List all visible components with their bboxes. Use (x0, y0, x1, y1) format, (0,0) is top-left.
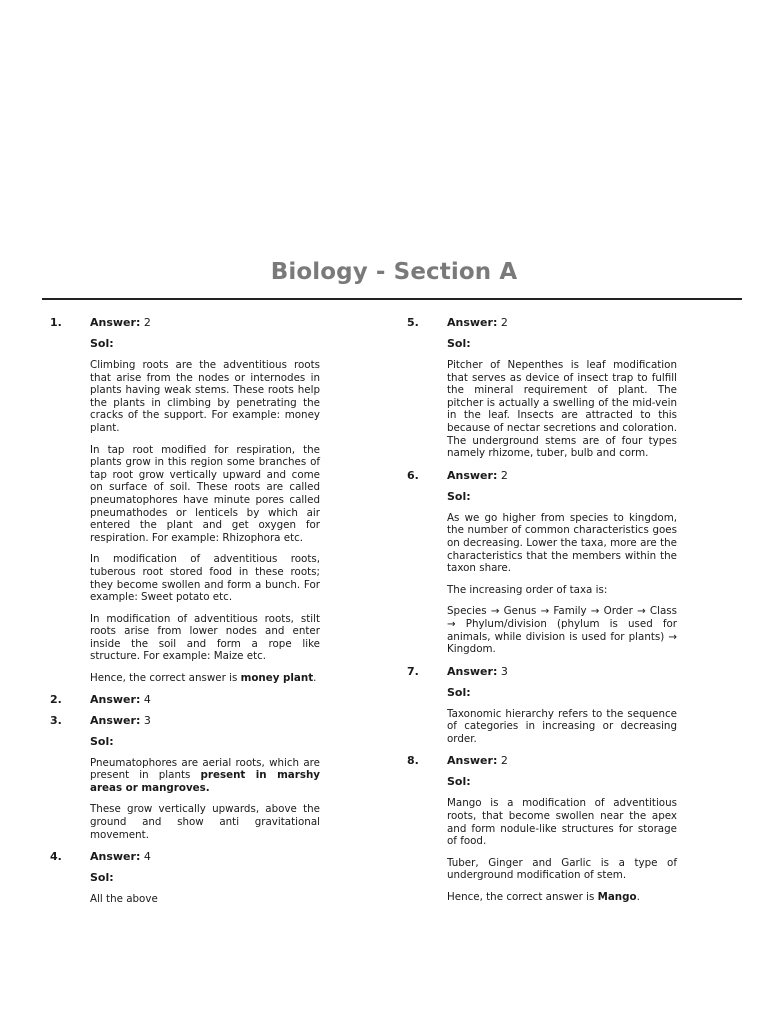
solution-paragraph: Taxonomic hierarchy refers to the sequence of categories in increasing or decreasing order. (447, 707, 677, 745)
right-column (407, 316, 677, 913)
answer-line (90, 693, 320, 706)
title-divider (42, 298, 742, 300)
question-number: 8. (407, 754, 419, 768)
solution-paragraph: As we go higher from species to kingdom, the number of common characteristics goes on decreasing. Lower the taxa, more are the characteristics that the members within the taxon share. (447, 511, 677, 575)
solution-label: Sol: (447, 775, 471, 789)
conclusion-period: . (636, 891, 640, 904)
solution-paragraph: The increasing order of taxa is: (447, 583, 608, 596)
solution-conclusion (447, 891, 677, 904)
solution-label: Sol: (447, 337, 471, 350)
conclusion-answer: money plant (240, 672, 314, 685)
conclusion-text: Hence, the correct answer is (90, 672, 241, 685)
answer-line (90, 316, 320, 329)
answer-value: 4 (143, 692, 151, 706)
answer-line (447, 665, 677, 678)
solution-label: Sol: (90, 337, 114, 350)
solution-paragraph: Mango is a modification of adventitious roots, that become swollen near the apex and form nodule-like structures for storage of food. (447, 797, 677, 848)
answer-label: Answer: (447, 754, 498, 768)
question-3 (50, 714, 320, 842)
answer-value: 2 (500, 316, 508, 329)
answer-line (90, 850, 320, 863)
page-title: Biology - Section A (270, 259, 518, 285)
question-number: 2. (50, 692, 62, 706)
solution-conclusion (90, 672, 320, 685)
answer-label: Answer: (90, 713, 141, 727)
question-8 (407, 754, 677, 903)
answer-line (447, 316, 677, 329)
solution-label: Sol: (447, 685, 471, 699)
answer-value: 3 (143, 713, 151, 727)
question-number: 3. (50, 713, 62, 727)
answer-value: 2 (143, 316, 151, 329)
answer-value: 4 (143, 850, 151, 864)
question-7 (407, 665, 677, 746)
question-6 (407, 469, 677, 656)
conclusion-period: . (313, 672, 317, 685)
question-number: 4. (50, 850, 62, 864)
solution-label: Sol: (90, 871, 114, 885)
answer-label: Answer: (90, 850, 141, 864)
answer-value: 2 (500, 754, 508, 768)
solution-text: Pneumatophores are aerial roots, which are present in plants (90, 756, 320, 782)
answer-label: Answer: (90, 316, 141, 329)
question-5 (407, 316, 677, 460)
question-number: 5. (407, 316, 419, 329)
conclusion-answer: Mango (597, 891, 637, 904)
question-number: 7. (407, 664, 419, 678)
question-1 (50, 316, 320, 685)
solution-paragraph: Tuber, Ginger and Garlic is a type of underground modification of stem. (447, 856, 677, 882)
solution-paragraph: In modification of adventitious roots, stilt roots arise from lower nodes and enter inside the soil and form a rope like structure. For example: Maize etc. (90, 612, 320, 663)
solution-emphasis: present in marshy areas or mangroves. (90, 769, 321, 794)
answer-label: Answer: (447, 664, 498, 678)
answer-label: Answer: (90, 692, 141, 706)
answer-line (447, 469, 677, 482)
answer-value: 2 (500, 468, 508, 482)
solution-paragraph: In modification of adventitious roots, tuberous root stored food in these roots; they become swollen and form a bunch. For example: Sweet potato etc. (90, 553, 320, 604)
answer-value: 3 (500, 664, 508, 678)
answer-label: Answer: (447, 316, 498, 329)
question-2 (50, 693, 320, 706)
conclusion-text: Hence, the correct answer is (447, 891, 598, 904)
answer-line (90, 714, 320, 727)
solution-paragraph: Pitcher of Nepenthes is leaf modification that serves as device of insect trap to fulfill the mineral requirement of plant. The pitcher is actually a swelling of the mid-vein in the leaf. Insects are attracted to this because of nectar secretions and coloration. The underground stems are of four types namely rhizome, tuber, bulb and corm. (447, 359, 677, 460)
question-number: 6. (407, 468, 419, 482)
solution-label: Sol: (447, 489, 471, 503)
solution-paragraph: All the above (90, 893, 158, 906)
question-4 (50, 850, 320, 906)
answer-line (447, 754, 677, 767)
left-column (50, 316, 320, 915)
answer-label: Answer: (447, 468, 498, 482)
solution-paragraph: Species → Genus → Family → Order → Class → Phylum/division (phylum is used for animals, while division is used for plants) → Kingdom. (447, 605, 677, 656)
solution-paragraph: These grow vertically upwards, above the ground and show anti gravitational movement. (90, 803, 320, 841)
solution-label: Sol: (90, 734, 114, 748)
solution-paragraph: In tap root modified for respiration, the plants grow in this region some branches of tap root grow vertically upward and come on surface of soil. These roots are called pneumatophores have minute pores called pneumathodes or lenticels by which air entered the plant and get oxygen for respiration. For example: Rhizophora etc. (90, 443, 320, 544)
solution-paragraph: Climbing roots are the adventitious roots that arise from the nodes or internodes in plants having weak stems. These roots help the plants in climbing by penetrating the cracks of the support. For example: money plant. (90, 359, 320, 434)
question-number: 1. (50, 316, 62, 329)
solution-paragraph (90, 757, 320, 795)
